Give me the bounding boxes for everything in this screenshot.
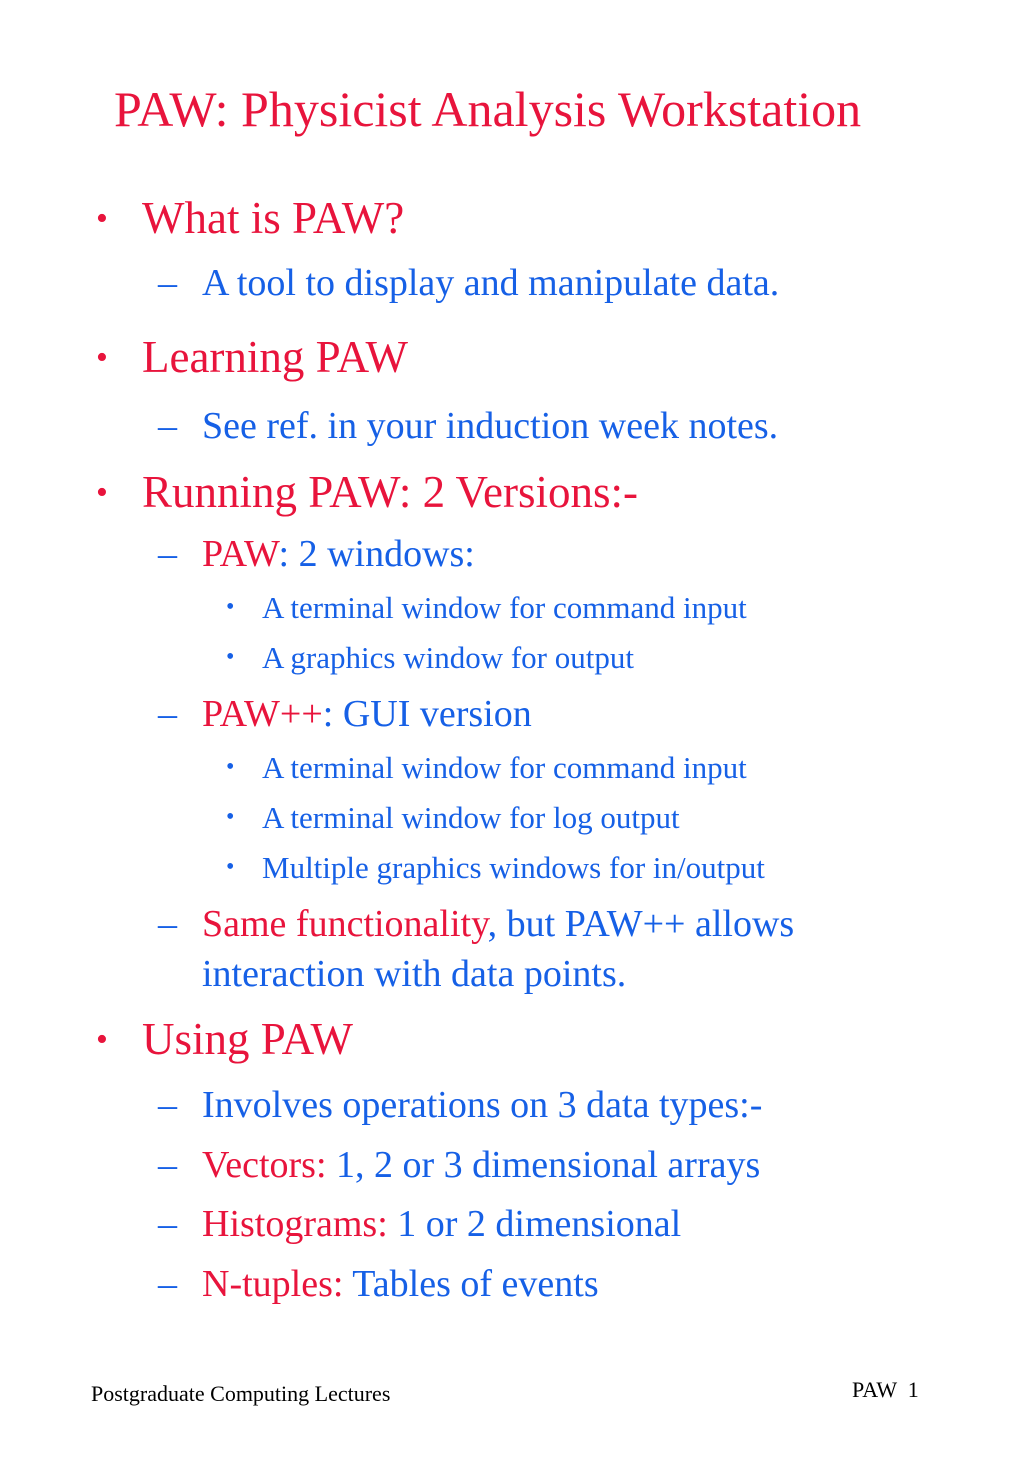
subitem-same-functionality-line2: interaction with data points.	[202, 953, 627, 995]
dash-icon: –	[158, 262, 177, 304]
bullet-icon: •	[226, 754, 235, 780]
pawpp-graphics-windows: Multiple graphics windows for in/output	[262, 850, 765, 885]
subitem-vectors-desc: 1, 2 or 3 dimensional arrays	[326, 1144, 761, 1186]
subitem-same-functionality-label: Same functionality	[202, 903, 488, 945]
dash-icon: –	[158, 1203, 177, 1245]
dash-icon: –	[158, 1144, 177, 1186]
subitem-pawpp-label: PAW++	[202, 693, 323, 735]
subitem-vectors	[202, 1146, 760, 1184]
paw-window-graphics: A graphics window for output	[262, 640, 634, 675]
pawpp-terminal-command: A terminal window for command input	[262, 750, 747, 785]
slide-title: PAW: Physicist Analysis Workstation	[114, 81, 862, 137]
bullet-icon: •	[96, 474, 108, 511]
item-running-paw: Running PAW: 2 Versions:-	[142, 467, 639, 517]
paw-window-terminal: A terminal window for command input	[262, 590, 747, 625]
subitem-histograms	[202, 1205, 681, 1243]
item-what-is-paw: What is PAW?	[142, 193, 405, 243]
bullet-icon: •	[226, 854, 235, 880]
subitem-pawpp-desc: : GUI version	[322, 693, 532, 735]
dash-icon: –	[158, 903, 177, 945]
subitem-paw-windows-label: PAW	[202, 533, 279, 575]
bullet-icon: •	[96, 339, 108, 376]
subitem-ntuples-desc: Tables of events	[343, 1263, 599, 1305]
bullet-icon: •	[226, 594, 235, 620]
subitem-ntuples-label: N-tuples:	[202, 1263, 344, 1305]
bullet-icon: •	[96, 200, 108, 237]
item-what-is-paw-detail: A tool to display and manipulate data.	[202, 262, 780, 304]
bullet-icon: •	[226, 804, 235, 830]
item-using-paw: Using PAW	[142, 1014, 354, 1064]
item-learning-paw-detail: See ref. in your induction week notes.	[202, 405, 779, 447]
footer-course-title: Postgraduate Computing Lectures	[91, 1381, 391, 1406]
dash-icon: –	[158, 533, 177, 575]
dash-icon: –	[158, 693, 177, 735]
subitem-ntuples	[202, 1265, 599, 1303]
pawpp-terminal-log: A terminal window for log output	[262, 800, 680, 835]
subitem-data-types: Involves operations on 3 data types:-	[202, 1084, 763, 1126]
subitem-pawpp-gui	[202, 695, 532, 733]
subitem-same-functionality-desc: , but PAW++ allows	[487, 903, 795, 945]
bullet-icon: •	[226, 644, 235, 670]
subitem-paw-windows-desc: : 2 windows:	[278, 533, 475, 575]
bullet-icon: •	[96, 1021, 108, 1058]
subitem-histograms-label: Histograms:	[202, 1203, 388, 1245]
subitem-histograms-desc: 1 or 2 dimensional	[387, 1203, 682, 1245]
dash-icon: –	[158, 405, 177, 447]
dash-icon: –	[158, 1263, 177, 1305]
dash-icon: –	[158, 1084, 177, 1126]
footer-page-number: PAW 1	[852, 1377, 919, 1402]
subitem-paw-windows	[202, 535, 475, 573]
subitem-vectors-label: Vectors:	[202, 1144, 327, 1186]
subitem-same-functionality	[202, 905, 794, 943]
item-learning-paw: Learning PAW	[142, 332, 408, 382]
